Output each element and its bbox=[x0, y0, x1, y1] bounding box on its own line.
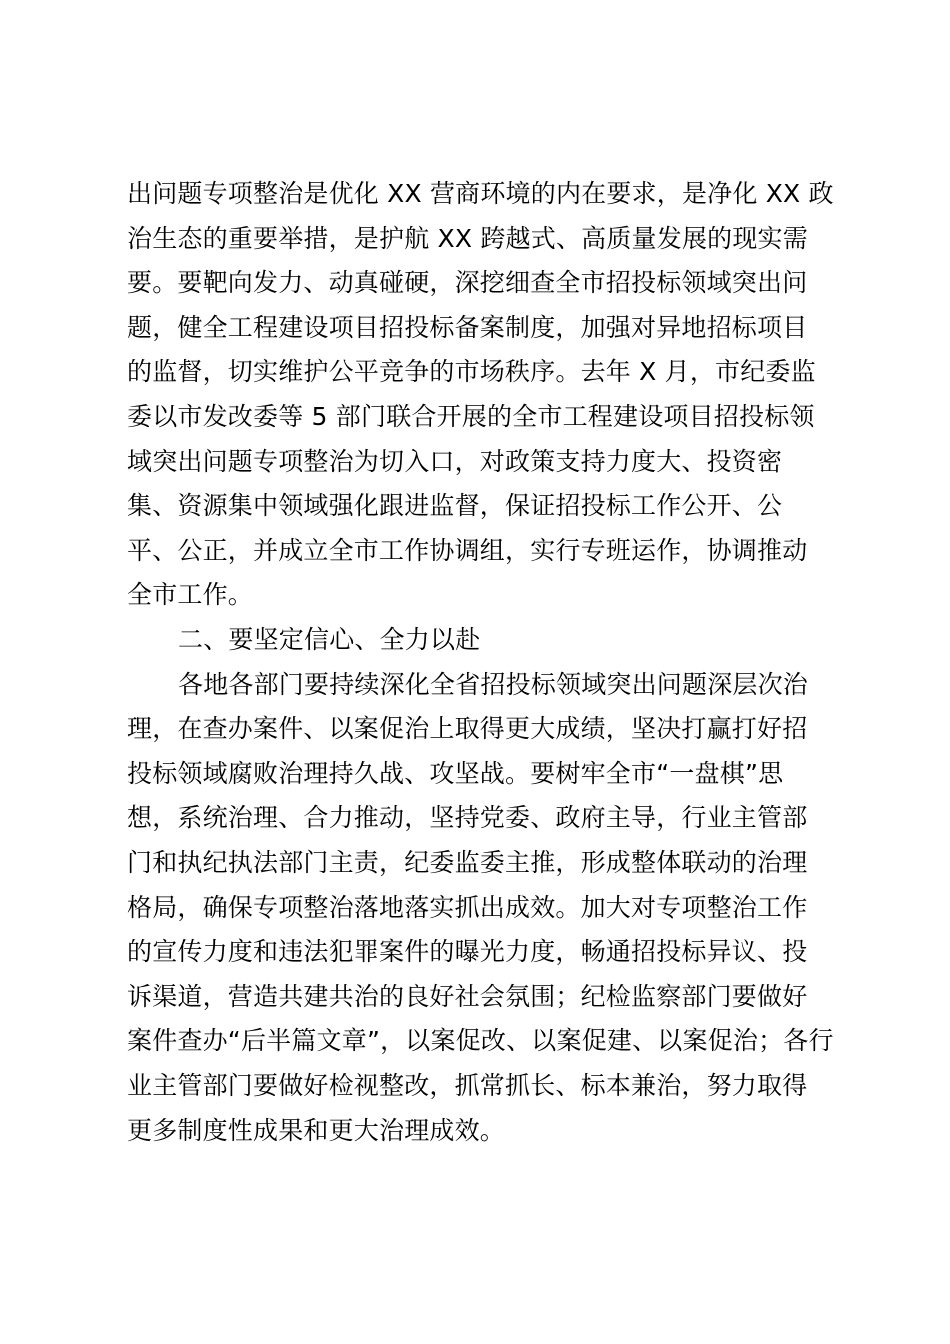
body-line: 出问题专项整治是优化 XX 营商环境的内在要求，是净化 XX 政 bbox=[127, 179, 834, 208]
body-line: 平、公正，并成立全市工作协调组，实行专班运作，协调推动 bbox=[127, 536, 808, 565]
body-line: 案件查办“后半篇文章”，以案促改、以案促建、以案促治；各行 bbox=[127, 1026, 834, 1055]
body-line: 格局，确保专项整治落地落实抓出成效。加大对专项整治工作 bbox=[127, 893, 808, 922]
body-line: 治生态的重要举措，是护航 XX 跨越式、高质量发展的现实需 bbox=[127, 224, 808, 253]
body-line: 诉渠道，营造共建共治的良好社会氛围；纪检监察部门要做好 bbox=[127, 982, 808, 1011]
body-line: 的监督，切实维护公平竞争的市场秩序。去年 X 月，市纪委监 bbox=[127, 357, 816, 386]
body-line: 委以市发改委等 5 部门联合开展的全市工程建设项目招投标领 bbox=[127, 402, 815, 431]
body-line: 业主管部门要做好检视整改，抓常抓长、标本兼治，努力取得 bbox=[127, 1071, 808, 1100]
body-line: 投标领域腐败治理持久战、攻坚战。要树牢全市“一盘棋”思 bbox=[127, 759, 784, 788]
body-line: 题，健全工程建设项目招投标备案制度，加强对异地招标项目 bbox=[127, 313, 808, 342]
body-line: 的宣传力度和违法犯罪案件的曝光力度，畅通招投标异议、投 bbox=[127, 937, 808, 966]
body-line: 门和执纪执法部门主责，纪委监委主推，形成整体联动的治理 bbox=[127, 848, 808, 877]
body-line: 要。要靶向发力、动真碰硬，深挖细查全市招投标领域突出问 bbox=[127, 268, 808, 297]
paragraph-first-line: 各地各部门要持续深化全省招投标领域突出问题深层次治 bbox=[178, 670, 809, 699]
body-line: 理，在查办案件、以案促治上取得更大成绩，坚决打赢打好招 bbox=[127, 714, 808, 743]
section-heading: 二、要坚定信心、全力以赴 bbox=[178, 625, 481, 654]
body-line: 域突出问题专项整治为切入口，对政策支持力度大、投资密 bbox=[127, 447, 783, 476]
body-line: 集、资源集中领域强化跟进监督，保证招投标工作公开、公 bbox=[127, 491, 783, 520]
body-line: 全市工作。 bbox=[127, 580, 254, 609]
body-line: 更多制度性成果和更大治理成效。 bbox=[127, 1116, 506, 1145]
body-line: 想，系统治理、合力推动，坚持党委、政府主导，行业主管部 bbox=[127, 803, 808, 832]
